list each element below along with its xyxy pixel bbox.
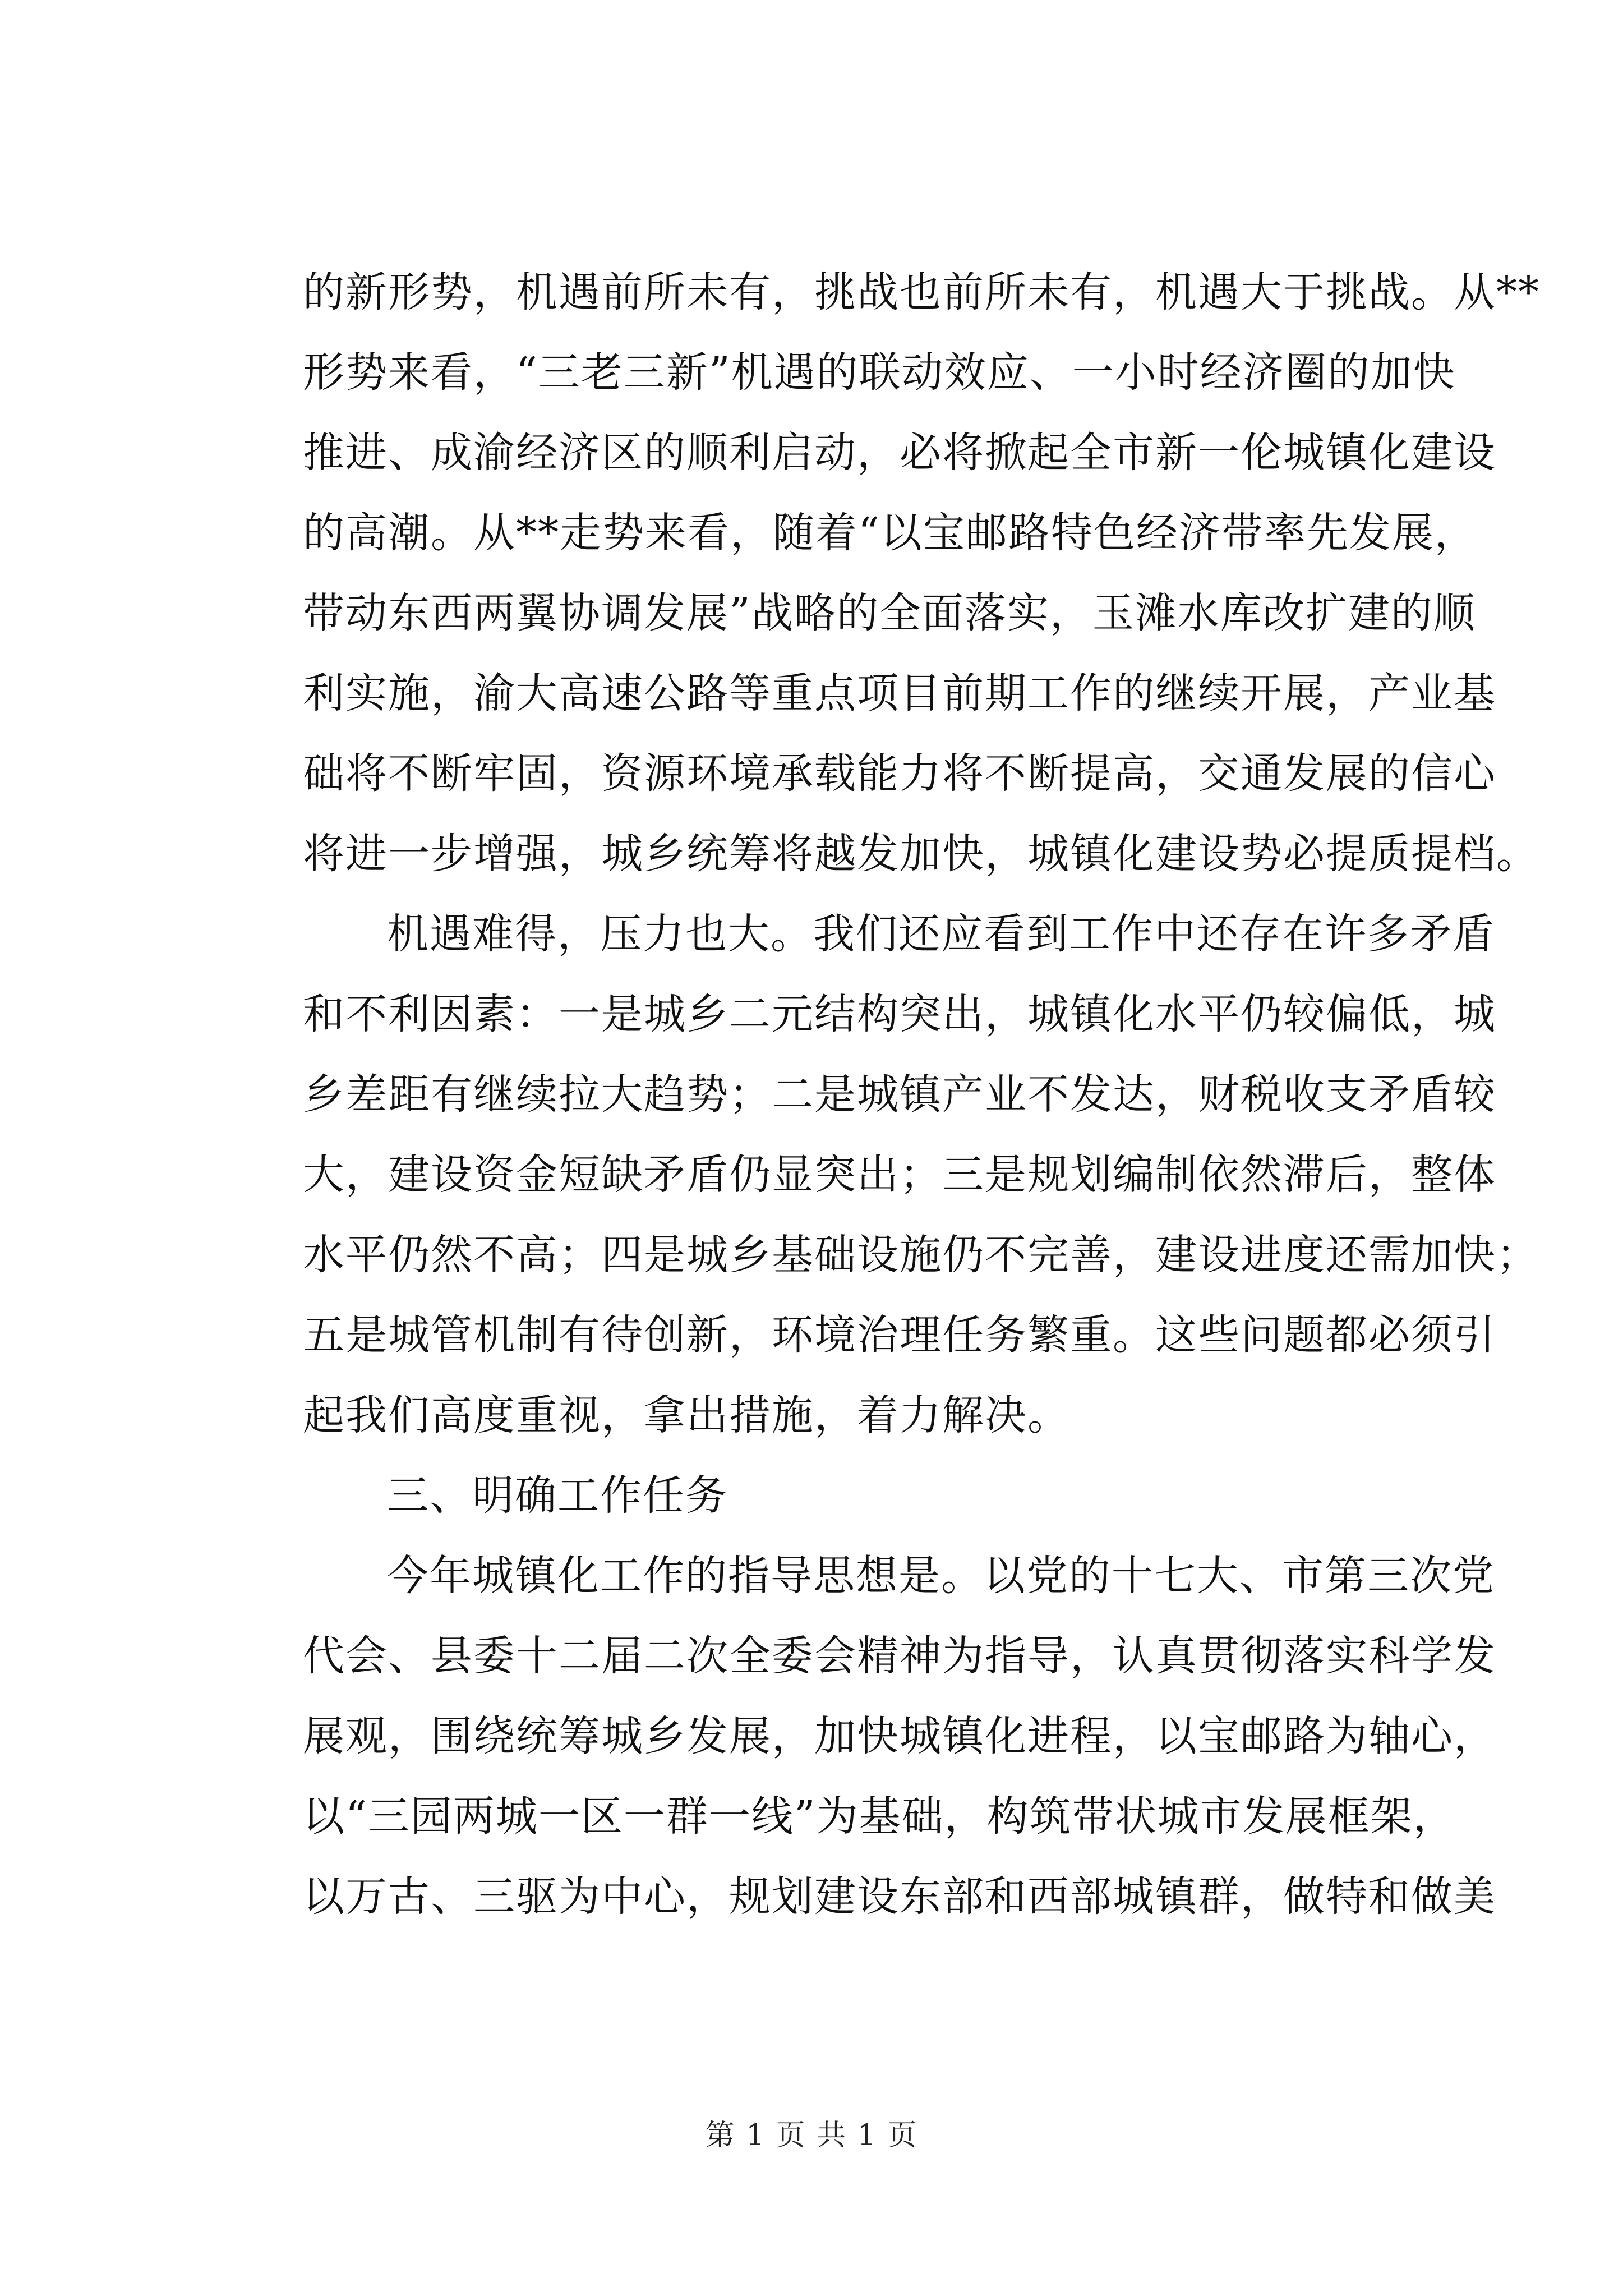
text-line: 以万古、三驱为中心，规划建设东部和西部城镇群，做特和做美 (303, 1872, 1496, 1921)
page-footer (0, 2116, 1623, 2155)
text-line: 将进一步增强，城乡统筹将越发加快，城镇化建设势必提质提档。 (303, 830, 1539, 878)
text-line: 形势来看，“三老三新”机遇的联动效应、一小时经济圈的加快 (303, 348, 1456, 397)
paragraph-first-line: 今年城镇化工作的指导思想是。以党的十七大、市第三次党 (387, 1552, 1495, 1600)
text-line: 础将不断牢固，资源环境承载能力将不断提高，交通发展的信心 (303, 749, 1496, 798)
text-line: 的高潮。从**走势来看，随着“以宝邮路特色经济带率先发展， (303, 509, 1477, 557)
text-line: 展观，围绕统筹城乡发展，加快城镇化进程，以宝邮路为轴心， (303, 1712, 1496, 1760)
text-line: 以“三园两城一区一群一线”为基础，构筑带状城市发展框架， (303, 1792, 1456, 1841)
page-number-label: 第 1 页 共 1 页 (705, 2119, 918, 2152)
text-line: 利实施，渝大高速公路等重点项目前期工作的继续开展，产业基 (303, 669, 1496, 717)
text-line: 大，建设资金短缺矛盾仍显突出；三是规划编制依然滞后，整体 (303, 1151, 1496, 1199)
text-line: 和不利因素：一是城乡二元结构突出，城镇化水平仍较偏低，城 (303, 990, 1496, 1038)
text-line: 乡差距有继续拉大趋势；二是城镇产业不发达，财税收支矛盾较 (303, 1070, 1496, 1119)
text-line: 的新形势，机遇前所未有，挑战也前所未有，机遇大于挑战。从** (303, 268, 1540, 316)
text-line: 推进、成渝经济区的顺利启动，必将掀起全市新一伦城镇化建设 (303, 429, 1496, 477)
text-line: 五是城管机制有待创新，环境治理任务繁重。这些问题都必须引 (303, 1311, 1496, 1359)
document-body (303, 252, 1540, 1937)
paragraph-first-line: 机遇难得，压力也大。我们还应看到工作中还存在许多矛盾 (387, 910, 1495, 958)
text-line: 代会、县委十二届二次全委会精神为指导，认真贯彻落实科学发 (303, 1632, 1496, 1680)
text-line: 水平仍然不高；四是城乡基础设施仍不完善，建设进度还需加快； (303, 1231, 1539, 1279)
text-line: 带动东西两翼协调发展”战略的全面落实，玉滩水库改扩建的顺 (303, 589, 1476, 637)
text-line: 起我们高度重视，拿出措施，着力解决。 (303, 1391, 1070, 1439)
section-heading: 三、明确工作任务 (387, 1471, 728, 1520)
